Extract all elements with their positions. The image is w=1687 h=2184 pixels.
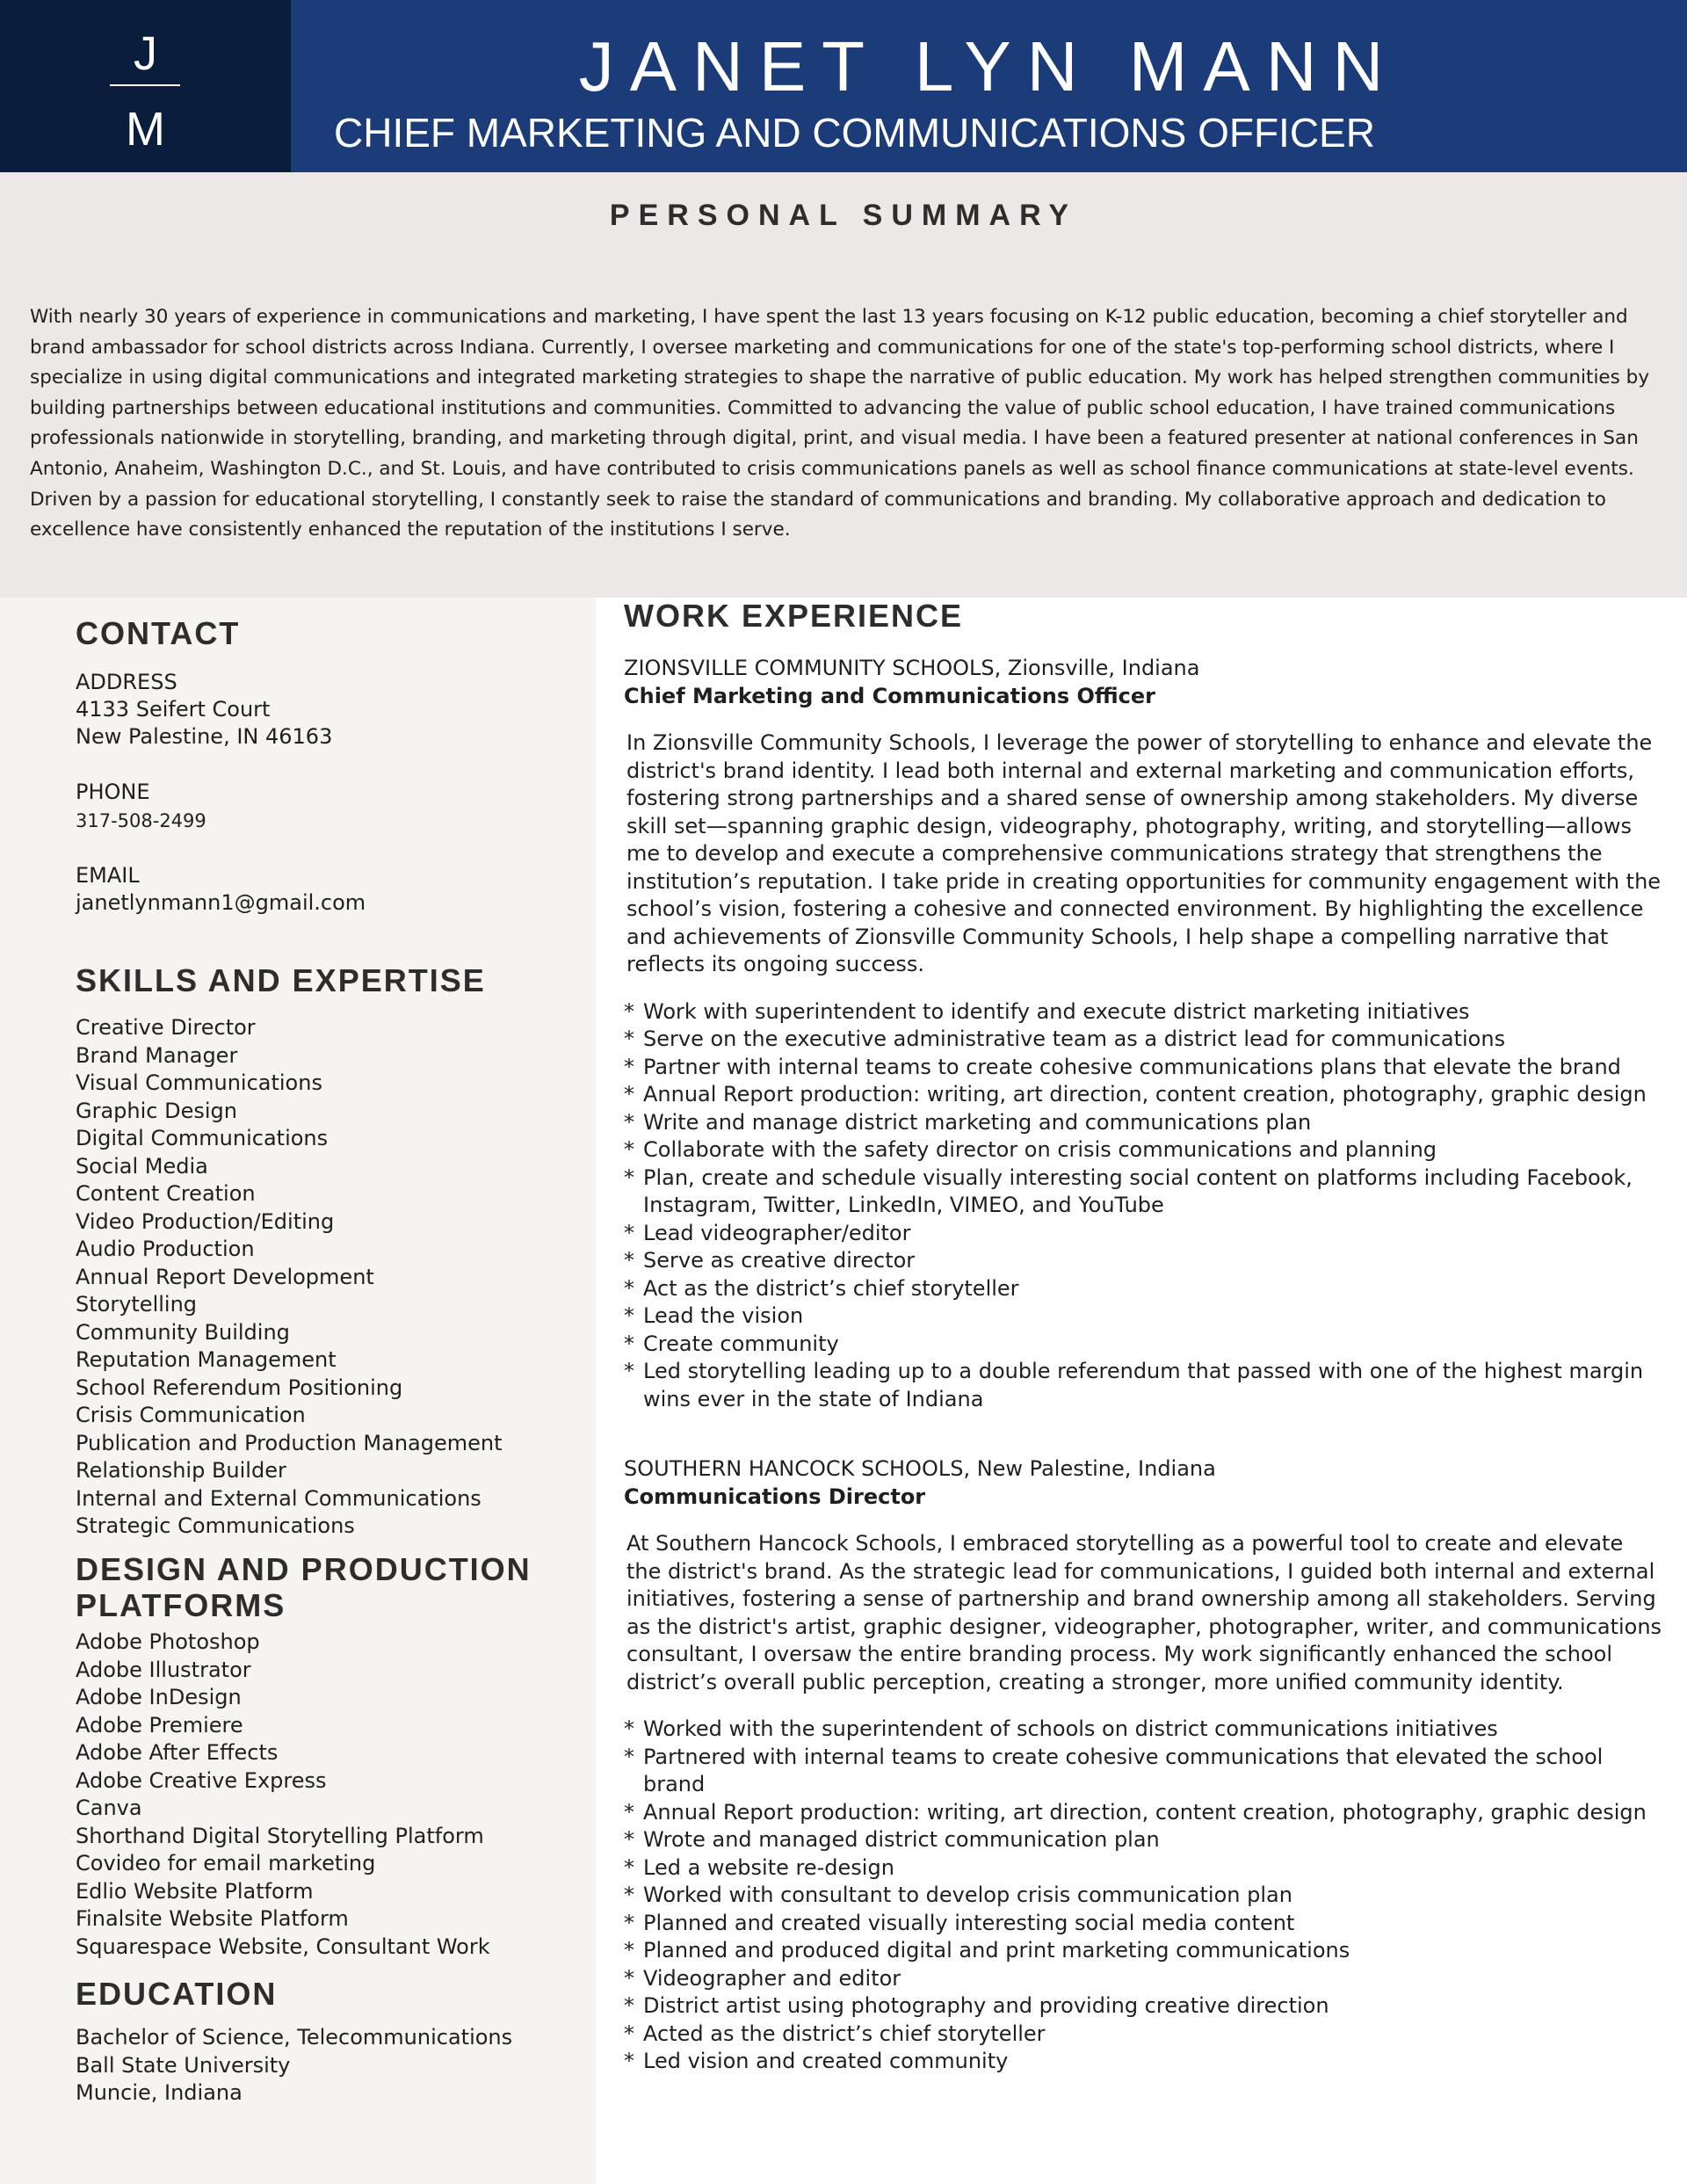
skills-heading: SKILLS AND EXPERTISE xyxy=(76,962,486,998)
address-label: ADDRESS xyxy=(76,670,177,694)
job-bullet: * Write and manage district marketing and communications plan xyxy=(624,1109,1671,1137)
candidate-title: CHIEF MARKETING AND COMMUNICATIONS OFFICER xyxy=(334,110,1375,156)
job-bullet: * Create community xyxy=(624,1331,1671,1359)
platform-item: Adobe After Effects xyxy=(76,1740,279,1765)
skill-item: Visual Communications xyxy=(76,1070,322,1095)
skill-item: Brand Manager xyxy=(76,1042,238,1068)
job-bullet: * Acted as the district’s chief storyteller xyxy=(624,2021,1671,2049)
job-bullet: * Led vision and created community xyxy=(624,2048,1671,2076)
summary-heading: PERSONAL SUMMARY xyxy=(609,199,1078,232)
skill-item: School Referendum Positioning xyxy=(76,1375,403,1400)
job-bullet: * Partner with internal teams to create cohesive communications plans that elevate the brand xyxy=(624,1054,1671,1082)
job-bullet: * Serve as creative director xyxy=(624,1247,1671,1275)
platform-item: Squarespace Website, Consultant Work xyxy=(76,1934,490,1959)
email-label: EMAIL xyxy=(76,863,140,888)
platform-item: Shorthand Digital Storytelling Platform xyxy=(76,1823,484,1848)
monogram xyxy=(0,0,291,172)
job-bullet: * Videographer and editor xyxy=(624,1965,1671,1993)
skills-list xyxy=(76,1014,503,1541)
skill-item: Content Creation xyxy=(76,1181,256,1206)
monogram-divider xyxy=(110,84,180,86)
job-bullet: * Serve on the executive administrative team as a district lead for communications xyxy=(624,1026,1671,1054)
skill-item: Annual Report Development xyxy=(76,1264,374,1289)
platform-item: Edlio Website Platform xyxy=(76,1878,314,1904)
platform-item: Adobe Photoshop xyxy=(76,1629,260,1654)
skill-item: Strategic Communications xyxy=(76,1513,355,1538)
education-list xyxy=(76,2024,512,2108)
platform-item: Adobe Premiere xyxy=(76,1712,243,1738)
skill-item: Creative Director xyxy=(76,1015,256,1040)
skill-item: Publication and Production Management xyxy=(76,1430,503,1455)
contact-heading: CONTACT xyxy=(76,615,241,651)
education-item: Bachelor of Science, Telecommunications xyxy=(76,2025,513,2050)
job-bullet: * Annual Report production: writing, art direction, content creation, photography, graphic design xyxy=(624,1081,1671,1109)
skill-item: Audio Production xyxy=(76,1237,255,1261)
skill-item: Community Building xyxy=(76,1319,290,1345)
job-bullet: * District artist using photography and providing creative direction xyxy=(624,1992,1671,2021)
platform-item: Adobe InDesign xyxy=(76,1685,242,1709)
job-bullet: * Worked with consultant to develop crisis communication plan xyxy=(624,1882,1671,1910)
job-bullet-list xyxy=(624,998,1669,1414)
address-line-2: New Palestine, IN 46163 xyxy=(76,724,333,749)
work-experience-heading: WORK EXPERIENCE xyxy=(624,598,964,634)
skill-item: Crisis Communication xyxy=(76,1403,306,1427)
skill-item: Relationship Builder xyxy=(76,1458,286,1483)
job-southern-hancock xyxy=(624,1455,1669,2076)
platform-item: Adobe Creative Express xyxy=(76,1767,327,1793)
job-bullet: * Lead the vision xyxy=(624,1302,1671,1331)
education-item: Ball State University xyxy=(76,2052,291,2078)
job-organization: ZIONSVILLE COMMUNITY SCHOOLS, Zionsville, Indiana xyxy=(624,656,1200,680)
job-organization: SOUTHERN HANCOCK SCHOOLS, New Palestine, Indiana xyxy=(624,1456,1216,1481)
education-heading: EDUCATION xyxy=(76,1976,278,2012)
skill-item: Reputation Management xyxy=(76,1347,337,1372)
job-zionsville xyxy=(624,655,1669,1413)
job-bullet: * Act as the district’s chief storyteller xyxy=(624,1275,1671,1303)
personal-summary-section xyxy=(0,172,1687,598)
job-bullet: * Led storytelling leading up to a double referendum that passed with one of the highest margin wins ever in the state of Indiana xyxy=(624,1358,1671,1413)
summary-text: With nearly 30 years of experience in communications and marketing, I have spent the last 13 years focusing on K-12 public education, becoming a chief storyteller and brand ambassador for school districts across Indiana. Currently, I oversee marketing and communications for one of the state's top-performing school districts, where I specialize in using digital communications and integrated marketing strategies to shape the narrative of public education. My work has helped strengthen communities by building partnerships between educational institutions and communities. Committed to advancing the value of public school education, I have trained communications professionals nationwide in storytelling, branding, and marketing through digital, print, and visual media. I have been a featured presenter at national conferences in San Antonio, Anaheim, Washington D.C., and St. Louis, and have contributed to crisis communications panels as well as school finance communications at state-level events. Driven by a passion for educational storytelling, I constantly seek to raise the standard of communications and branding. My collaborative approach and dedication to excellence have consistently enhanced the reputation of the institutions I serve. xyxy=(30,306,1650,541)
job-role: Chief Marketing and Communications Officer xyxy=(624,683,1156,708)
job-bullet: * Work with superintendent to identify and execute district marketing initiatives xyxy=(624,998,1671,1027)
skill-item: Video Production/Editing xyxy=(76,1208,335,1234)
skill-item: Internal and External Communications xyxy=(76,1485,481,1511)
monogram-initial-m: M xyxy=(126,103,165,156)
candidate-name: JANET LYN MANN xyxy=(578,27,1400,105)
job-bullet: * Wrote and managed district communication plan xyxy=(624,1826,1671,1854)
platform-item: Finalsite Website Platform xyxy=(76,1906,349,1931)
job-bullet: * Lead videographer/editor xyxy=(624,1220,1671,1248)
education-item: Muncie, Indiana xyxy=(76,2080,243,2105)
job-bullet: * Plan, create and schedule visually interesting social content on platforms including Facebook, Instagram, Twitter, LinkedIn, VIMEO, and YouTube xyxy=(624,1165,1671,1220)
job-bullet: * Worked with the superintendent of schools on district communications initiatives xyxy=(624,1716,1671,1744)
skill-item: Storytelling xyxy=(76,1292,198,1317)
skill-item: Graphic Design xyxy=(76,1098,237,1123)
job-bullet: * Partnered with internal teams to create cohesive communications that elevated the school brand xyxy=(624,1744,1671,1799)
email-address: janetlynmann1@gmail.com xyxy=(76,890,366,915)
address-line-1: 4133 Seifert Court xyxy=(76,697,271,722)
job-bullet: * Planned and created visually interesting social media content xyxy=(624,1910,1671,1938)
job-bullet: * Collaborate with the safety director on crisis communications and planning xyxy=(624,1136,1671,1165)
job-bullet: * Planned and produced digital and print marketing communications xyxy=(624,1937,1671,1965)
header-banner xyxy=(0,0,1687,172)
platforms-list xyxy=(76,1629,490,1961)
job-description: At Southern Hancock Schools, I embraced storytelling as a powerful tool to create and elevate the district's brand. As the strategic lead for communications, I guided both internal and external initiatives, fostering a sense of partnership and brand ownership among all stakeholders. Serving as the district's artist, graphic designer, videographer, photographer, writer, and communications consultant, I oversaw the entire branding process. My work significantly enhanced the school district’s overall public perception, creating a stronger, more unified community identity. xyxy=(626,1531,1662,1694)
job-bullet: * Annual Report production: writing, art direction, content creation, photography, graphic design xyxy=(624,1799,1671,1827)
platform-item: Covideo for email marketing xyxy=(76,1851,376,1876)
platforms-heading-line-1: DESIGN AND PRODUCTION xyxy=(76,1551,532,1587)
platform-item: Adobe Illustrator xyxy=(76,1657,251,1682)
job-bullet: * Led a website re-design xyxy=(624,1854,1671,1883)
platforms-heading-line-2: PLATFORMS xyxy=(76,1587,286,1623)
phone-number: 317-508-2499 xyxy=(76,810,206,831)
skill-item: Social Media xyxy=(76,1153,208,1179)
phone-label: PHONE xyxy=(76,780,150,804)
job-role: Communications Director xyxy=(624,1484,926,1509)
monogram-initial-j: J xyxy=(134,27,157,80)
skill-item: Digital Communications xyxy=(76,1126,329,1150)
job-bullet-list xyxy=(624,1716,1669,2076)
job-description: In Zionsville Community Schools, I leverage the power of storytelling to enhance and elevate the district's brand identity. I lead both internal and external marketing and communication efforts, fostering strong partnerships and a shared sense of ownership among stakeholders. My diverse skill set—spanning graphic design, videography, photography, writing, and storytelling—allows me to develop and execute a comprehensive communications strategy that strengthens the institution’s reputation. I take pride in creating opportunities for community engagement with the school’s vision, fostering a cohesive and connected environment. By highlighting the excellence and achievements of Zionsville Community Schools, I help shape a compelling narrative that reflects its ongoing success. xyxy=(626,730,1662,976)
platform-item: Canva xyxy=(76,1796,142,1820)
